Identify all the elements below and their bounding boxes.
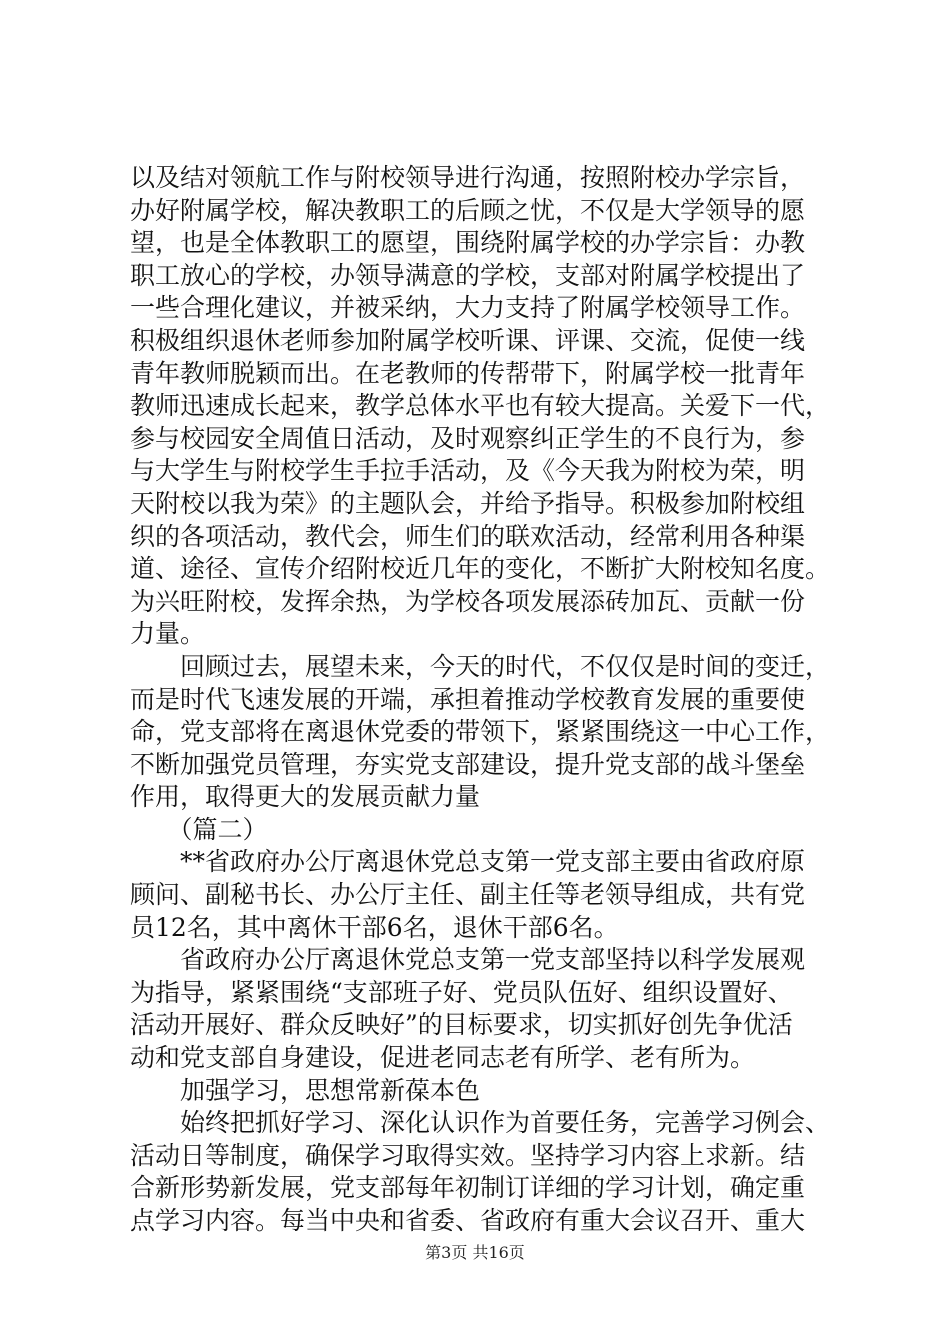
- text-line: 回顾过去，展望未来，今天的时代，不仅仅是时间的变迁，: [130, 651, 831, 681]
- text-line: 为兴旺附校，发挥余热，为学校各项发展添砖加瓦、贡献一份: [130, 586, 806, 616]
- text-line: 与大学生与附校学生手拉手活动，及《今天我为附校为荣，明: [130, 456, 806, 486]
- text-line: 为指导，紧紧围绕“支部班子好、党员队伍好、组织设置好、: [130, 977, 793, 1007]
- text-line: 始终把抓好学习、深化认识作为首要任务，完善学习例会、: [130, 1108, 831, 1138]
- body-text: [130, 162, 830, 1238]
- text-line: 以及结对领航工作与附校领导进行沟通，按照附校办学宗旨，: [130, 163, 806, 192]
- text-line: 青年教师脱颖而出。在老教师的传帮带下，附属学校一批青年: [130, 358, 806, 388]
- text-line: 点学习内容。每当中央和省委、省政府有重大会议召开、重大: [130, 1206, 806, 1235]
- text-line: 职工放心的学校，办领导满意的学校，支部对附属学校提出了: [130, 260, 806, 290]
- text-line: 不断加强党员管理，夯实党支部建设，提升党支部的战斗堡垒: [130, 749, 806, 779]
- text-line: 一些合理化建议，并被采纳，大力支持了附属学校领导工作。: [130, 293, 806, 323]
- text-line: 织的各项活动，教代会，师生们的联欢活动，经常利用各种渠: [130, 521, 806, 551]
- text-line: 作用，取得更大的发展贡献力量: [130, 782, 481, 812]
- text-line: 而是时代飞速发展的开端，承担着推动学校教育发展的重要使: [130, 684, 806, 714]
- text-line: 活动开展好、群众反映好”的目标要求，切实抓好创先争优活: [130, 1010, 793, 1040]
- text-line: 员12名，其中离休干部6名，退休干部6名。: [130, 912, 619, 942]
- text-line: 力量。: [130, 619, 206, 649]
- text-line: 积极组织退休老师参加附属学校听课、评课、交流，促使一线: [130, 325, 806, 355]
- subheading: 加强学习，思想常新葆本色: [130, 1075, 481, 1105]
- section-heading: （篇二）: [130, 814, 268, 844]
- text-line: 道、途径、宣传介绍附校近几年的变化，不断扩大附校知名度。: [130, 554, 831, 584]
- text-line: 命，党支部将在离退休党委的带领下，紧紧围绕这一中心工作，: [130, 717, 831, 747]
- text-line: 望，也是全体教职工的愿望，围绕附属学校的办学宗旨：办教: [130, 228, 806, 258]
- text-line: 顾问、副秘书长、办公厅主任、副主任等老领导组成，共有党: [130, 880, 806, 910]
- page-number: 第3页 共16页: [425, 1243, 525, 1262]
- text-line: 活动日等制度，确保学习取得实效。坚持学习内容上求新。结: [130, 1140, 806, 1170]
- text-line: 动和党支部自身建设，促进老同志老有所学、老有所为。: [130, 1043, 756, 1073]
- text-line: 办好附属学校，解决教职工的后顾之忧，不仅是大学领导的愿: [130, 195, 806, 225]
- text-line: 天附校以我为荣》的主题队会，并给予指导。积极参加附校组: [130, 488, 806, 518]
- text-line: 省政府办公厅离退休党总支第一党支部坚持以科学发展观: [130, 945, 806, 975]
- text-line: 合新形势新发展，党支部每年初制订详细的学习计划，确定重: [130, 1173, 806, 1203]
- text-line: **省政府办公厅离退休党总支第一党支部主要由省政府原: [130, 847, 806, 877]
- text-line: 参与校园安全周值日活动，及时观察纠正学生的不良行为，参: [130, 423, 806, 453]
- text-line: 教师迅速成长起来，教学总体水平也有较大提高。关爱下一代，: [130, 391, 831, 421]
